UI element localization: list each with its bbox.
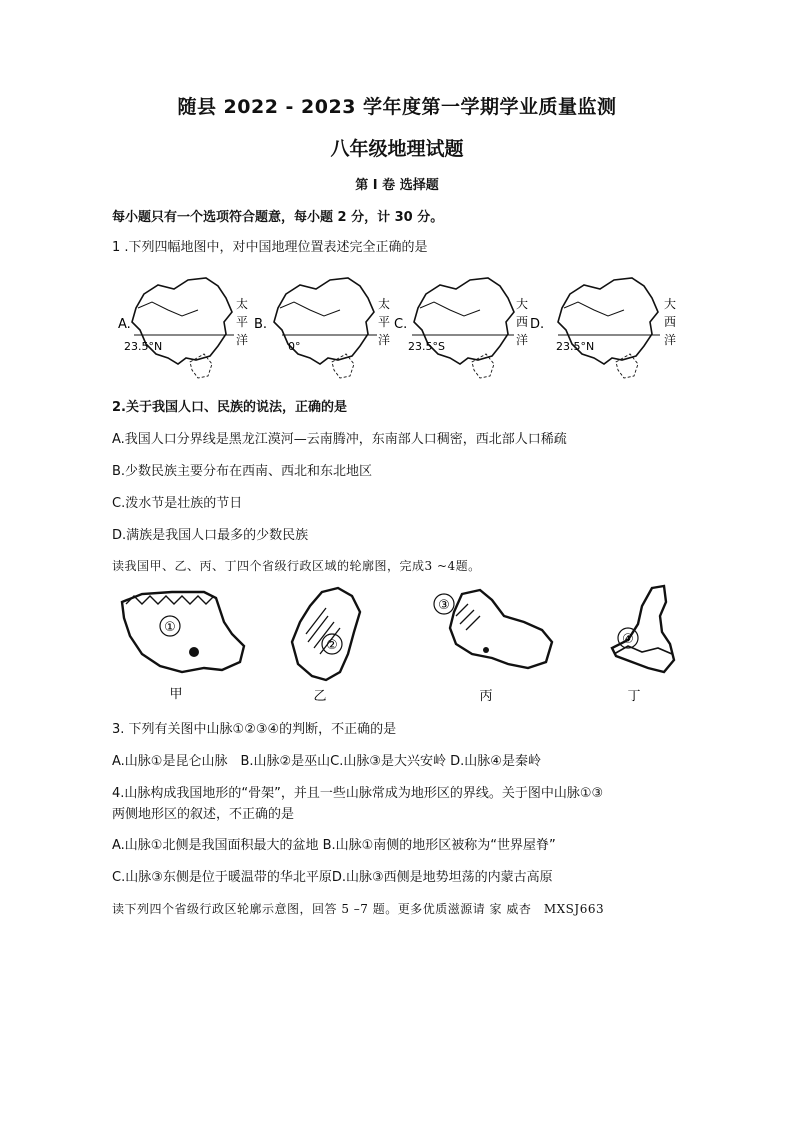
inner-border-c <box>420 302 480 316</box>
map-d-letter: D. <box>530 317 545 332</box>
province-bing-label: 丙 <box>479 689 493 704</box>
question-3-stem: 3. 下列有关图中山脉①②③④的判断，不正确的是 <box>112 722 397 737</box>
mountain-3-label: ③ <box>438 598 450 613</box>
province-outlines <box>112 582 687 704</box>
mountain-1-label: ① <box>164 620 176 635</box>
province-ding-outline <box>612 586 674 672</box>
map-a-letter: A. <box>118 317 131 332</box>
province-yi-outline <box>292 588 360 680</box>
inner-border-b <box>280 302 340 316</box>
map-b <box>254 278 390 378</box>
mountain-1-symbol <box>126 596 214 604</box>
reading-3-4: 读我国甲、乙、丙、丁四个省级行政区域的轮廓图，完成3 ~4题。 <box>112 559 481 573</box>
map-b-ocean-1: 太 <box>378 297 391 311</box>
question-4-options-1: A.山脉①北侧是我国面积最大的盆地 B.山脉①南侧的地形区被称为“世界屋脊” <box>112 838 556 853</box>
inner-border-d <box>564 302 624 316</box>
question-3-options: A.山脉①是昆仑山脉 B.山脉②是巫山C.山脉③是大兴安岭 D.山脉④是秦岭 <box>112 754 541 769</box>
question-1-stem: 1 .下列四幅地图中，对中国地理位置表述完全正确的是 <box>112 240 428 255</box>
question-2-option-c: C.泼水节是壮族的节日 <box>112 496 243 511</box>
map-d-ocean-2: 西 <box>664 315 677 329</box>
map-b-lat: 0° <box>288 340 301 353</box>
question-2-option-d: D.满族是我国人口最多的少数民族 <box>112 528 309 543</box>
sea-boundary-b <box>332 354 354 378</box>
province-jia-outline <box>122 592 244 672</box>
mountain-4-symbol <box>614 646 672 654</box>
map-a-ocean-3: 洋 <box>236 333 249 347</box>
province-ding-label: 丁 <box>627 689 641 704</box>
instructions: 每小题只有一个选项符合题意，每小题 2 分，计 30 分。 <box>112 210 444 225</box>
province-jia-label: 甲 <box>169 687 183 702</box>
map-a-ocean-1: 太 <box>236 297 249 311</box>
question-4-stem-1: 4.山脉构成我国地形的“骨架”，并且一些山脉常成为地形区的界线。关于图中山脉①③ <box>112 786 604 801</box>
province-outline-figure <box>112 582 687 704</box>
capital-dot-jia <box>189 647 199 657</box>
map-d <box>530 278 676 378</box>
question-4-stem-2: 两侧地形区的叙述，不正确的是 <box>112 807 295 822</box>
map-a <box>118 278 248 378</box>
province-bing-outline <box>450 590 552 668</box>
map-a-ocean-2: 平 <box>236 315 249 329</box>
sea-boundary-d <box>616 354 638 378</box>
map-c <box>394 278 528 378</box>
province-ding <box>612 586 674 704</box>
map-d-ocean-3: 洋 <box>664 333 677 347</box>
map-c-ocean-1: 大 <box>516 297 529 311</box>
exam-title: 随县 2022 - 2023 学年度第一学期学业质量监测 <box>177 96 617 118</box>
province-yi-label: 乙 <box>313 689 327 704</box>
map-d-ocean-1: 大 <box>664 297 677 311</box>
map-a-lat: 23.5°N <box>124 340 163 353</box>
map-c-ocean-2: 西 <box>516 315 529 329</box>
map-d-lat: 23.5°N <box>556 340 595 353</box>
inner-border-a <box>138 302 198 316</box>
mountain-4-label: ④ <box>622 632 634 647</box>
question-2-stem: 2.关于我国人口、民族的说法，正确的是 <box>112 400 347 415</box>
province-yi <box>292 588 360 704</box>
map-c-letter: C. <box>394 317 408 332</box>
map-c-lat: 23.5°S <box>408 340 445 353</box>
question-4-options-2: C.山脉③东侧是位于暖温带的华北平原D.山脉③西侧是地势坦荡的内蒙古高原 <box>112 870 553 885</box>
question-2-option-b: B.少数民族主要分布在西南、西北和东北地区 <box>112 464 373 479</box>
mountain-3-symbol <box>456 604 480 630</box>
map-b-ocean-3: 洋 <box>378 333 391 347</box>
exam-subtitle: 八年级地理试题 <box>330 138 464 160</box>
map-c-ocean-3: 洋 <box>516 333 529 347</box>
province-bing <box>434 590 552 704</box>
china-location-maps <box>112 270 687 380</box>
section-heading: 第 I 卷 选择题 <box>355 178 439 193</box>
capital-dot-bing <box>483 647 489 653</box>
map-b-letter: B. <box>254 317 268 332</box>
sea-boundary-a <box>190 354 212 378</box>
map-b-ocean-2: 平 <box>378 315 391 329</box>
reading-5-7: 读下列四个省级行政区轮廓示意图，回答 5 –7 题。更多优质滋源请 家 威杏 MXSJ663 <box>112 902 605 916</box>
question-1-maps <box>112 270 687 380</box>
mountain-2-label: ② <box>326 638 338 653</box>
province-jia <box>122 592 244 702</box>
question-2-option-a: A.我国人口分界线是黑龙江漠河—云南腾冲，东南部人口稠密，西北部人口稀疏 <box>112 432 567 447</box>
sea-boundary-c <box>472 354 494 378</box>
